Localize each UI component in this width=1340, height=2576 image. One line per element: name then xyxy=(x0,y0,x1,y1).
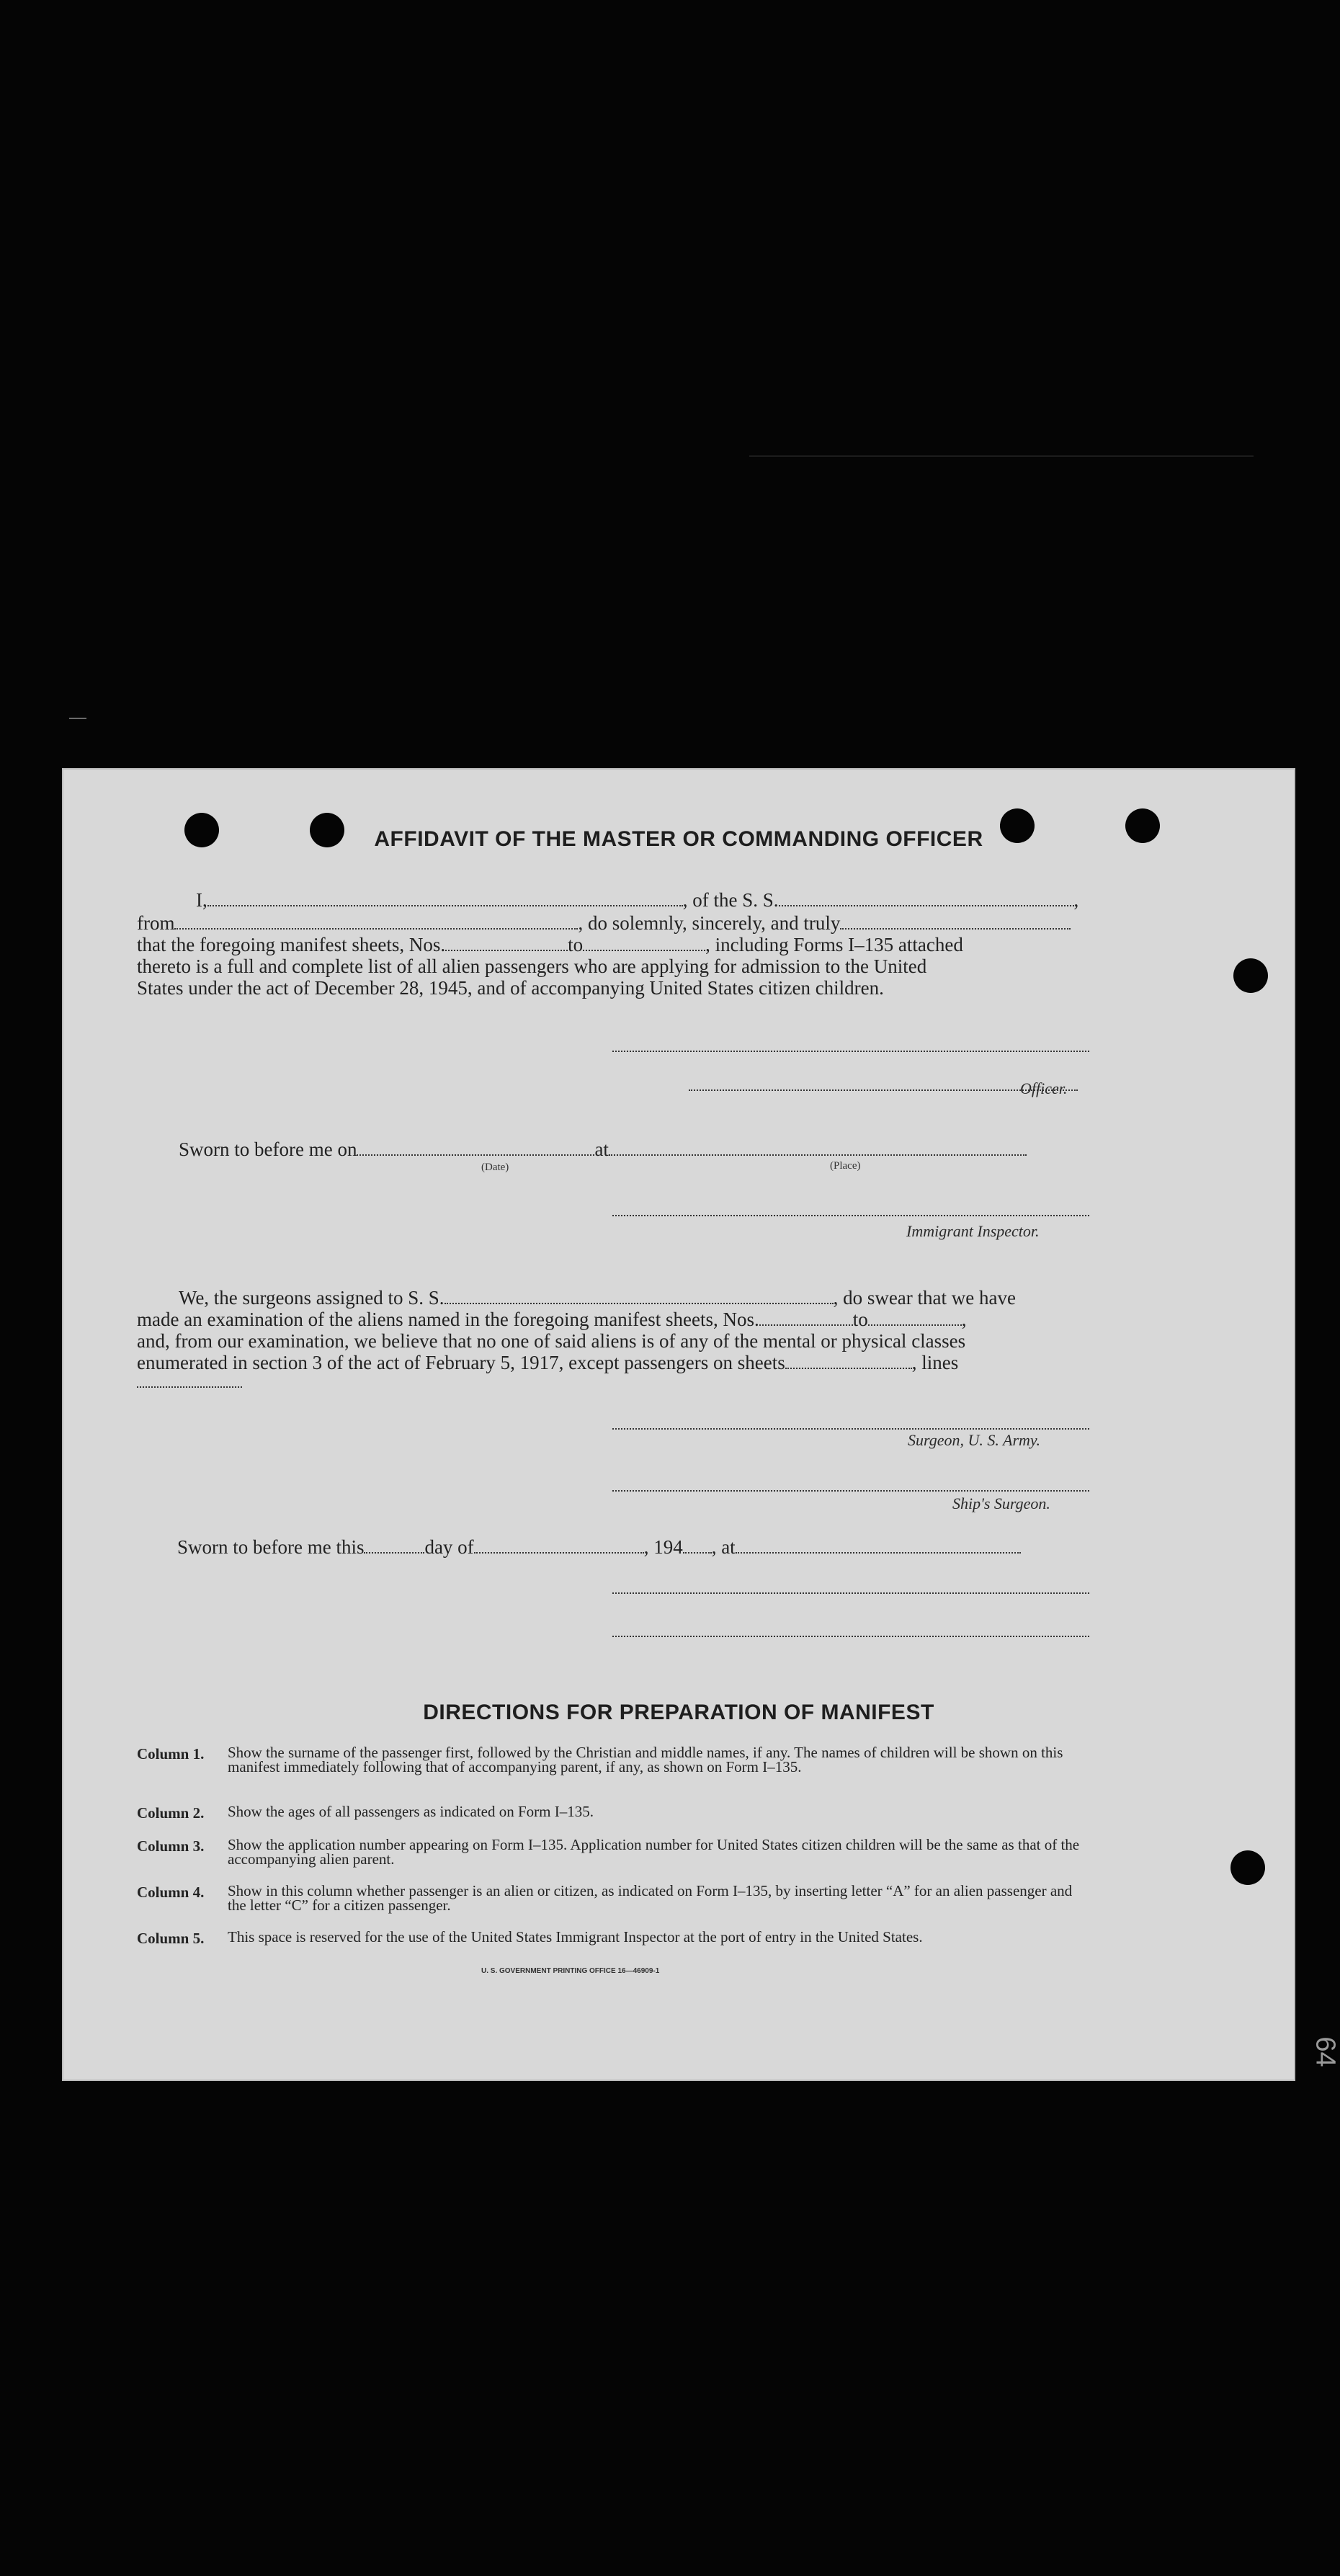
affidavit-line-1: I, , of the S. S. , xyxy=(196,889,1079,911)
punch-hole xyxy=(1233,958,1268,993)
ship-surgeon-signature-line xyxy=(612,1490,1089,1492)
date-caption: (Date) xyxy=(481,1162,509,1173)
column-4-label: Column 4. xyxy=(137,1884,205,1901)
punch-hole xyxy=(1230,1850,1265,1885)
officer-caption: Officer. xyxy=(1020,1079,1068,1097)
blank-line xyxy=(612,1592,1089,1594)
column-2-text: Show the ages of all passengers as indicated on Form I–135. xyxy=(228,1803,594,1820)
affidavit-title: AFFIDAVIT OF THE MASTER OR COMMANDING OFFICER xyxy=(374,827,983,851)
scan-mark xyxy=(69,718,86,719)
affidavit-line-2: from , do solemnly, sincerely, and truly xyxy=(137,912,1071,934)
affidavit-line-3: that the foregoing manifest sheets, Nos. to , including Forms I–135 attached xyxy=(137,934,963,955)
surgeons-line-3: and, from our examination, we believe that no one of said aliens is of any of the mental or physical classes xyxy=(137,1330,966,1352)
directions-heading: DIRECTIONS FOR PREPARATION OF MANIFEST xyxy=(423,1701,934,1724)
column-4-text: Show in this column whether passenger is an alien or citizen, as indicated on Form I–135, by inserting letter “A” for an alien passenger and the letter “C” for a citizen passenger. xyxy=(228,1882,1073,1914)
affidavit-line-4: thereto is a full and complete list of all alien passengers who are applying for admission to the United xyxy=(137,955,927,977)
signature-line xyxy=(612,1051,1089,1052)
column-3-label: Column 3. xyxy=(137,1837,205,1855)
column-5-label: Column 5. xyxy=(137,1930,205,1947)
blank-line xyxy=(612,1636,1089,1637)
column-1-text: Show the surname of the passenger first, followed by the Christian and middle names, if any. The names of children will be shown on this manifest immediately following that of accompanying parent, if any, as shown on Form I–135. xyxy=(228,1744,1063,1775)
column-5-text: This space is reserved for the use of the United States Immigrant Inspector at the port of entry in the United States. xyxy=(228,1928,923,1946)
lines-blank xyxy=(137,1386,242,1388)
scan-mark xyxy=(749,455,1254,457)
inspector-signature-line xyxy=(612,1215,1089,1216)
column-2-label: Column 2. xyxy=(137,1804,205,1822)
army-surgeon-signature-line xyxy=(612,1428,1089,1430)
place-caption: (Place) xyxy=(830,1160,861,1172)
sworn-line-2: Sworn to before me this day of , 194 , at xyxy=(177,1536,1021,1558)
surgeons-line-1: We, the surgeons assigned to S. S. , do swear that we have xyxy=(179,1287,1016,1309)
page-number: 64 xyxy=(1310,2036,1340,2067)
surgeons-line-2: made an examination of the aliens named in the foregoing manifest sheets, Nos. to , xyxy=(137,1309,967,1330)
printing-office-footer: U. S. GOVERNMENT PRINTING OFFICE 16—46909-1 xyxy=(481,1967,660,1975)
army-surgeon-caption: Surgeon, U. S. Army. xyxy=(908,1431,1040,1449)
ship-surgeon-caption: Ship's Surgeon. xyxy=(952,1494,1050,1512)
column-1-label: Column 1. xyxy=(137,1745,205,1762)
sworn-line-1: Sworn to before me on at xyxy=(179,1138,1027,1160)
affidavit-line-5: States under the act of December 28, 1945, and of accompanying United States citizen children. xyxy=(137,977,884,999)
officer-signature-line xyxy=(689,1089,1078,1091)
manifest-page xyxy=(62,768,1340,2081)
inspector-caption: Immigrant Inspector. xyxy=(906,1222,1040,1240)
surgeons-line-4: enumerated in section 3 of the act of February 5, 1917, except passengers on sheets , lines xyxy=(137,1352,959,1373)
column-3-text: Show the application number appearing on Form I–135. Application number for United States citizen children will be the same as that of the accompanying alien parent. xyxy=(228,1836,1080,1868)
